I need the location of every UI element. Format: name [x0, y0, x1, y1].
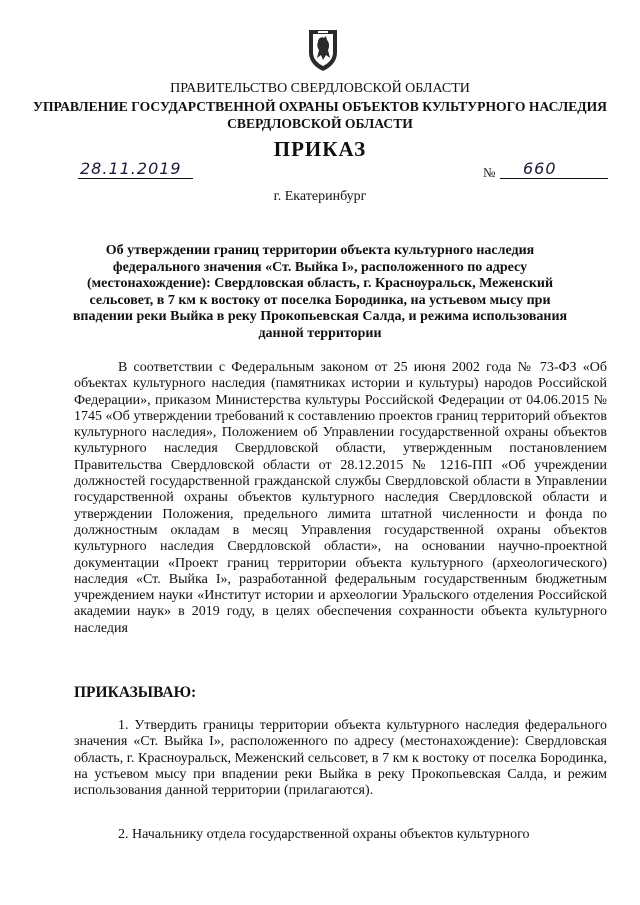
order-date: 28.11.2019: [80, 159, 182, 178]
preamble-paragraph: В соответствии с Федеральным законом от 25 июня 2002 года № 73-ФЗ «Об объектах культурного наследия (памятниках истории и культуры) народов Российской Федерации», приказом Министерства культуры Российской Федерации от 04.06.2015 № 1745 «Об утверждении требований к составлению проектов границ территорий объектов культурного наследия», Положением об Управлении государственной охраны объектов культурного наследия Свердловской области, утвержденным постановлением Правительства Свердловской области от 28.12.2015 № 1216-ПП «Об учреждении должностей государственной гражданской службы Свердловской области в Управлении государственной охраны объектов культурного наследия Свердловской области и утверждении Положения, предельного лимита штатной численности и фонда по должностным окладам в месяц Управления государственной охраны объектов культурного наследия Свердловской области», на основании научно-проектной документации «Проект границ территории объекта культурного (археологического) наследия «Ст. Выйка I», разработанной федеральным государственным бюджетным учреждением науки «Институт истории и археологии Уральского отделения Российской академии наук» в 2019 году, в целях обеспечения сохранности объекта культурного наследия: [74, 360, 607, 636]
order-directive: ПРИКАЗЫВАЮ:: [74, 684, 197, 701]
order-city: г. Екатеринбург: [273, 189, 367, 204]
department-region: СВЕРДЛОВСКОЙ ОБЛАСТИ: [227, 116, 413, 131]
government-name: ПРАВИТЕЛЬСТВО СВЕРДЛОВСКОЙ ОБЛАСТИ: [170, 81, 470, 96]
date-underline: [78, 178, 193, 179]
order-item-1: 1. Утвердить границы территории объекта культурного наследия федерального значения «Ст. Выйка I», расположенного по адресу (местонахождение): Свердловская область, г. Красноуральск, Меженский сельсовет, в 7 км к востоку от поселка Бородинка, на устьевом мысу при впадении реки Выйка в реку Прокопьевская Салда, и режим использования данной территории (прилагаются).: [74, 718, 607, 799]
order-item-2: 2. Начальнику отдела государственной охраны объектов культурного: [118, 827, 530, 842]
coat-of-arms-icon: [306, 28, 340, 72]
department-name: УПРАВЛЕНИЕ ГОСУДАРСТВЕННОЙ ОХРАНЫ ОБЪЕКТОВ КУЛЬТУРНОГО НАСЛЕДИЯ: [32, 99, 608, 114]
order-subject: Об утверждении границ территории объекта культурного наследия федерального значения «Ст. Выйка I», расположенного по адресу (местонахождение): Свердловская область, г. Красноуральск, Меженский сельсовет, в 7 км к востоку от поселка Бородинка, на устьевом мысу при впадении реки Выйка в реку Прокопьевская Салда, и режима использования данной территории: [72, 243, 568, 341]
number-underline: [500, 178, 608, 179]
order-number: 660: [523, 159, 557, 178]
order-number-label: №: [483, 165, 496, 180]
document-title: ПРИКАЗ: [273, 137, 367, 161]
